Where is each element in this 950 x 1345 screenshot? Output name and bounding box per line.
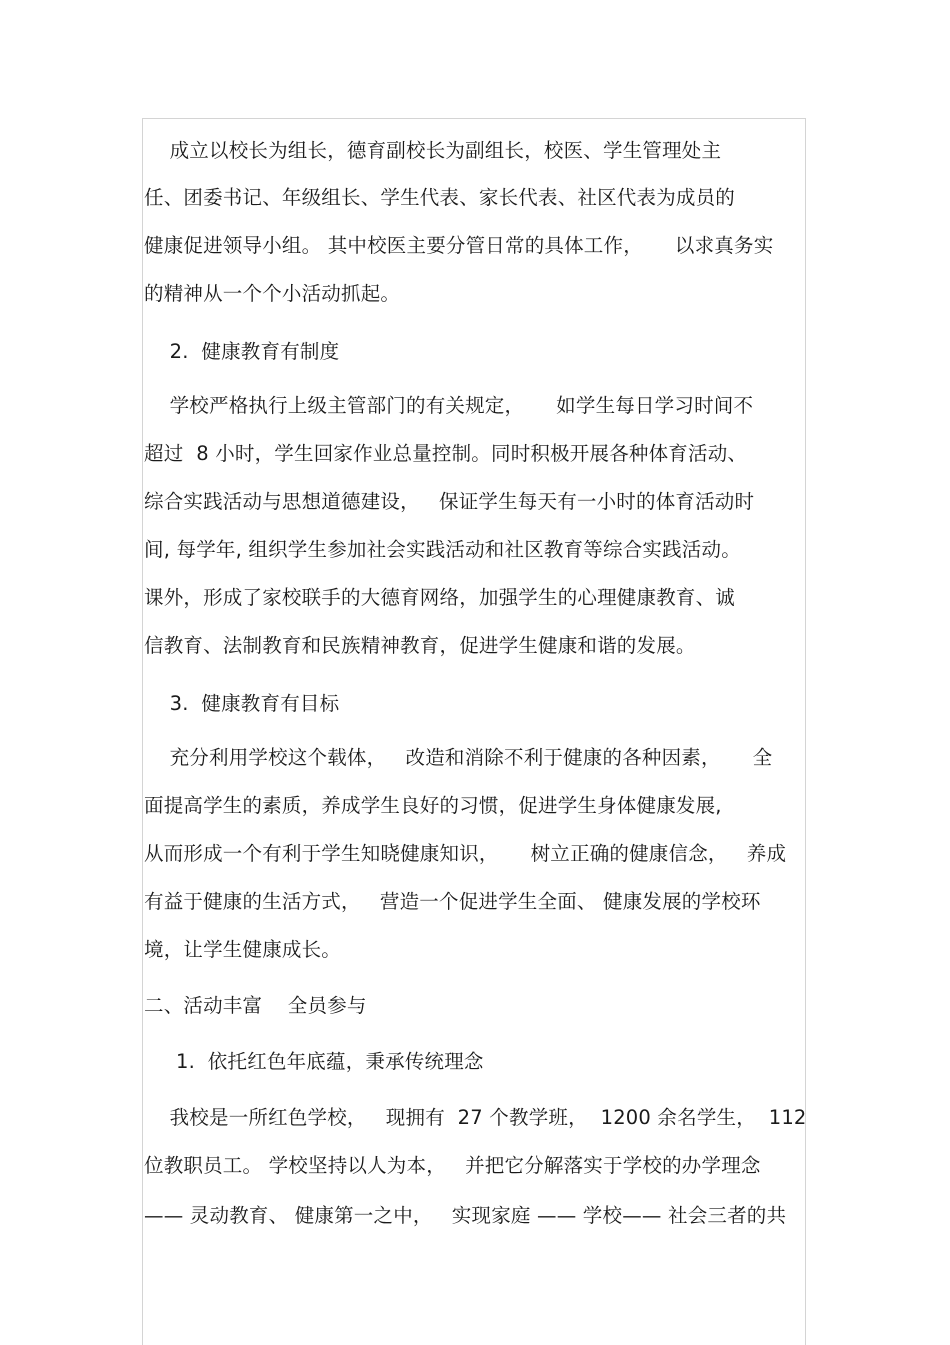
text-line: 充分利用学校这个载体， 改造和消除不利于健康的各种因素， 全: [144, 746, 773, 769]
text-line: 超过 8 小时，学生回家作业总量控制。同时积极开展各种体育活动、: [144, 442, 748, 465]
text-line: 面提高学生的素质，养成学生良好的习惯，促进学生身体健康发展,: [144, 794, 722, 817]
text-line: 课外，形成了家校联手的大德育网络，加强学生的心理健康教育、诚: [144, 586, 736, 609]
text-line: 的精神从一个个小活动抓起。: [144, 282, 401, 305]
text-line: 信教育、法制教育和民族精神教育，促进学生健康和谐的发展。: [144, 634, 696, 657]
text-line: —— 灵动教育、 健康第一之中， 实现家庭 —— 学校—— 社会三者的共: [144, 1204, 787, 1227]
text-line: 从而形成一个有利于学生知晓健康知识， 树立正确的健康信念， 养成: [144, 842, 787, 865]
section-heading: 1. 依托红色年底蕴，秉承传统理念: [144, 1050, 484, 1073]
text-line: 间, 每学年, 组织学生参加社会实践活动和社区教育等综合实践活动。: [144, 538, 741, 561]
text-line: 境，让学生健康成长。: [144, 938, 342, 961]
section-heading: 2. 健康教育有制度: [144, 340, 340, 363]
text-line: 健康促进领导小组。 其中校医主要分管日常的具体工作， 以求真务实: [144, 234, 774, 257]
text-line: 学校严格执行上级主管部门的有关规定， 如学生每日学习时间不: [144, 394, 754, 417]
text-line: 我校是一所红色学校， 现拥有 27 个教学班， 1200 余名学生， 112: [144, 1106, 807, 1129]
text-line: 任、团委书记、年级组长、学生代表、家长代表、社区代表为成员的: [144, 186, 736, 209]
text-line: 有益于健康的生活方式， 营造一个促进学生全面、 健康发展的学校环: [144, 890, 761, 913]
text-line: 位教职员工。 学校坚持以人为本， 并把它分解落实于学校的办学理念: [144, 1154, 761, 1177]
section-heading: 3. 健康教育有目标: [144, 692, 340, 715]
section-heading: 二、活动丰富 全员参与: [144, 994, 367, 1017]
text-line: 综合实践活动与思想道德建设， 保证学生每天有一小时的体育活动时: [144, 490, 755, 513]
text-line: 成立以校长为组长，德育副校长为副组长，校医、学生管理处主: [144, 139, 722, 162]
